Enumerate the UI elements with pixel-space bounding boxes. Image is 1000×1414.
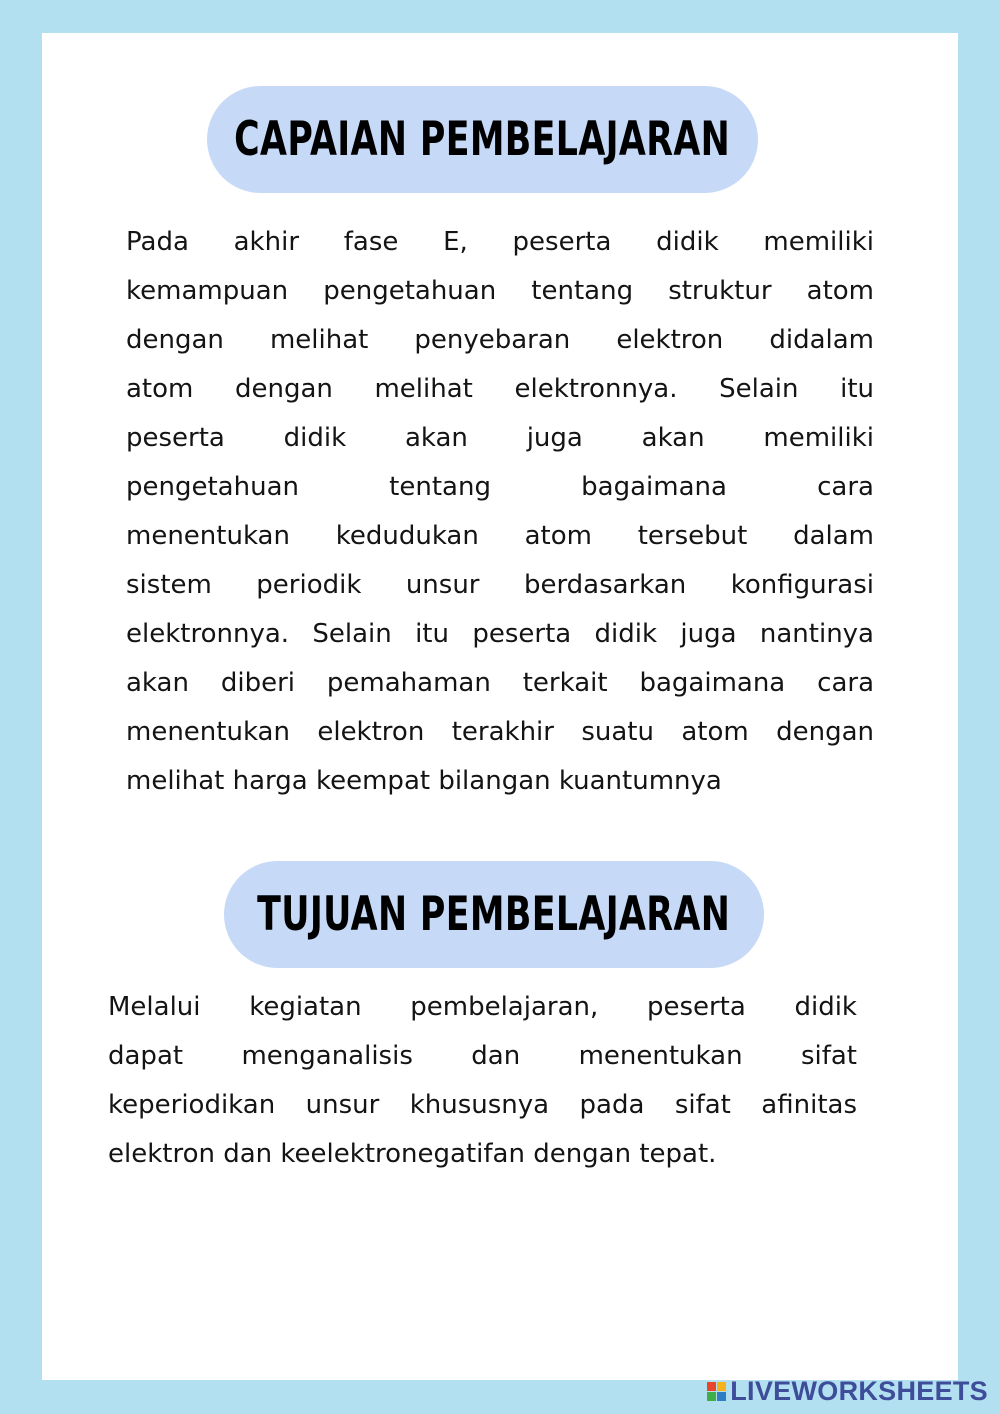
section-heading-tujuan (224, 861, 764, 968)
paragraph-line: Melalui kegiatan pembelajaran, peserta didik (108, 992, 857, 1022)
paragraph-line: menentukan elektron terakhir suatu atom dengan (126, 717, 874, 747)
paragraph-line: sistem periodik unsur berdasarkan konfigurasi (126, 570, 874, 600)
logo-mark-square (707, 1382, 716, 1391)
paragraph-line: akan diberi pemahaman terkait bagaimana cara (126, 668, 874, 698)
paragraph-line: dengan melihat penyebaran elektron didalam (126, 325, 874, 355)
logo-text: LIVEWORKSHEETS (730, 1376, 988, 1406)
paragraph-line: dapat menganalisis dan menentukan sifat (108, 1041, 857, 1071)
logo-mark-square (717, 1382, 726, 1391)
paragraph-line: elektron dan keelektronegatifan dengan tepat. (108, 1139, 717, 1169)
liveworksheets-logo[interactable] (707, 1376, 988, 1407)
paragraph-line: keperiodikan unsur khususnya pada sifat afinitas (108, 1090, 857, 1120)
logo-mark-square (707, 1392, 716, 1401)
paragraph-line: menentukan kedudukan atom tersebut dalam (126, 521, 874, 551)
paragraph-line: peserta didik akan juga akan memiliki (126, 423, 874, 453)
liveworksheets-mark-icon (707, 1382, 726, 1401)
tujuan-paragraph (108, 983, 857, 1179)
paragraph-line: atom dengan melihat elektronnya. Selain itu (126, 374, 874, 404)
paragraph-line: elektronnya. Selain itu peserta didik juga nantinya (126, 619, 874, 649)
paragraph-line: Pada akhir fase E, peserta didik memiliki (126, 227, 874, 257)
capaian-paragraph (126, 218, 874, 806)
section-heading-capaian (207, 86, 758, 193)
section-title: TUJUAN PEMBELAJARAN (257, 887, 731, 942)
paragraph-line: pengetahuan tentang bagaimana cara (126, 472, 874, 502)
paragraph-line: melihat harga keempat bilangan kuantumnya (126, 766, 722, 796)
paragraph-line: kemampuan pengetahuan tentang struktur atom (126, 276, 874, 306)
section-title: CAPAIAN PEMBELAJARAN (234, 112, 731, 167)
logo-mark-square (717, 1392, 726, 1401)
